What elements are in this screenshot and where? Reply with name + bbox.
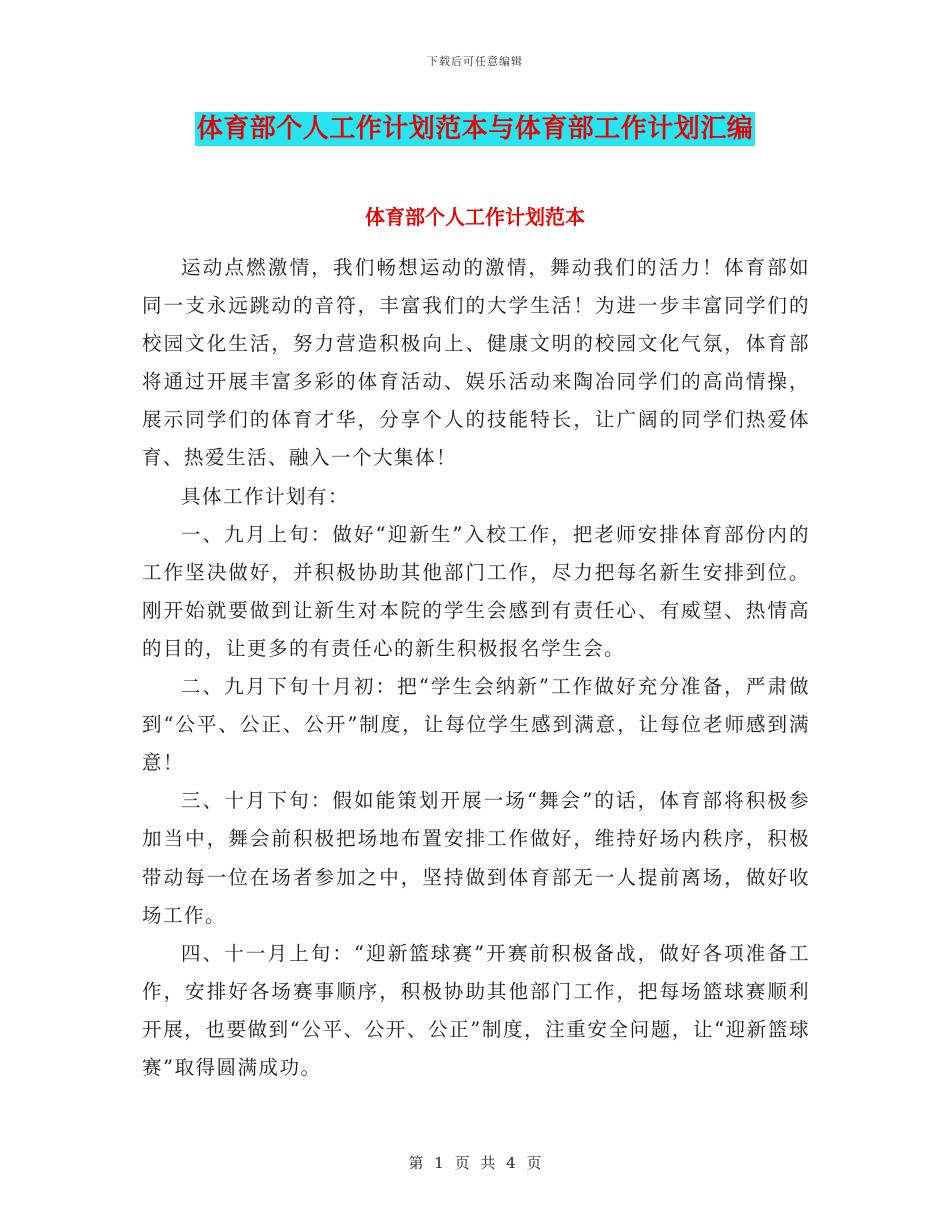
header-note: 下载后可任意编辑: [427, 55, 523, 68]
paragraph-plan-heading: 具体工作计划有：: [181, 484, 350, 508]
section-title: 体育部个人工作计划范本: [365, 205, 585, 229]
paragraph-item-1: 一、九月上旬：做好“迎新生”入校工作，把老师安排体育部份内的工作坚决做好，并积极协助其他部门工作，尽力把每名新生安排到位。刚开始就要做到让新生对本院的学生会感到有责任心、有威望、热情高的目的，让更多的有责任心的新生积极报名学生会。: [142, 522, 810, 660]
main-title: 体育部个人工作计划范本与体育部工作计划汇编: [196, 114, 754, 144]
page-number: 第 1 页 共 4 页: [408, 1154, 542, 1172]
document-body: [142, 249, 810, 1087]
paragraph-item-4: 四、十一月上旬：“迎新篮球赛”开赛前积极备战，做好各项准备工作，安排好各场赛事顺序，积极协助其他部门工作，把每场篮球赛顺利开展，也要做到“公平、公开、公正”制度，注重安全问题，让“迎新篮球赛”取得圆满成功。: [142, 941, 810, 1079]
paragraph-item-2: 二、九月下旬十月初：把“学生会纳新”工作做好充分准备，严肃做到“公平、公正、公开”制度，让每位学生感到满意，让每位老师感到满意！: [142, 675, 810, 775]
paragraph-intro: 运动点燃激情，我们畅想运动的激情，舞动我们的活力！体育部如同一支永远跳动的音符，丰富我们的大学生活！为进一步丰富同学们的校园文化生活，努力营造积极向上、健康文明的校园文化气氛，体育部将通过开展丰富多彩的体育活动、娱乐活动来陶冶同学们的高尚情操，展示同学们的体育才华，分享个人的技能特长，让广阔的同学们热爱体育、热爱生活、融入一个大集体！: [142, 256, 810, 470]
paragraph-item-3: 三、十月下旬：假如能策划开展一场“舞会”的话，体育部将积极参加当中，舞会前积极把场地布置安排工作做好，维持好场内秩序，积极带动每一位在场者参加之中，坚持做到体育部无一人提前离场，做好收场工作。: [142, 789, 810, 927]
main-title-container: [0, 112, 950, 146]
